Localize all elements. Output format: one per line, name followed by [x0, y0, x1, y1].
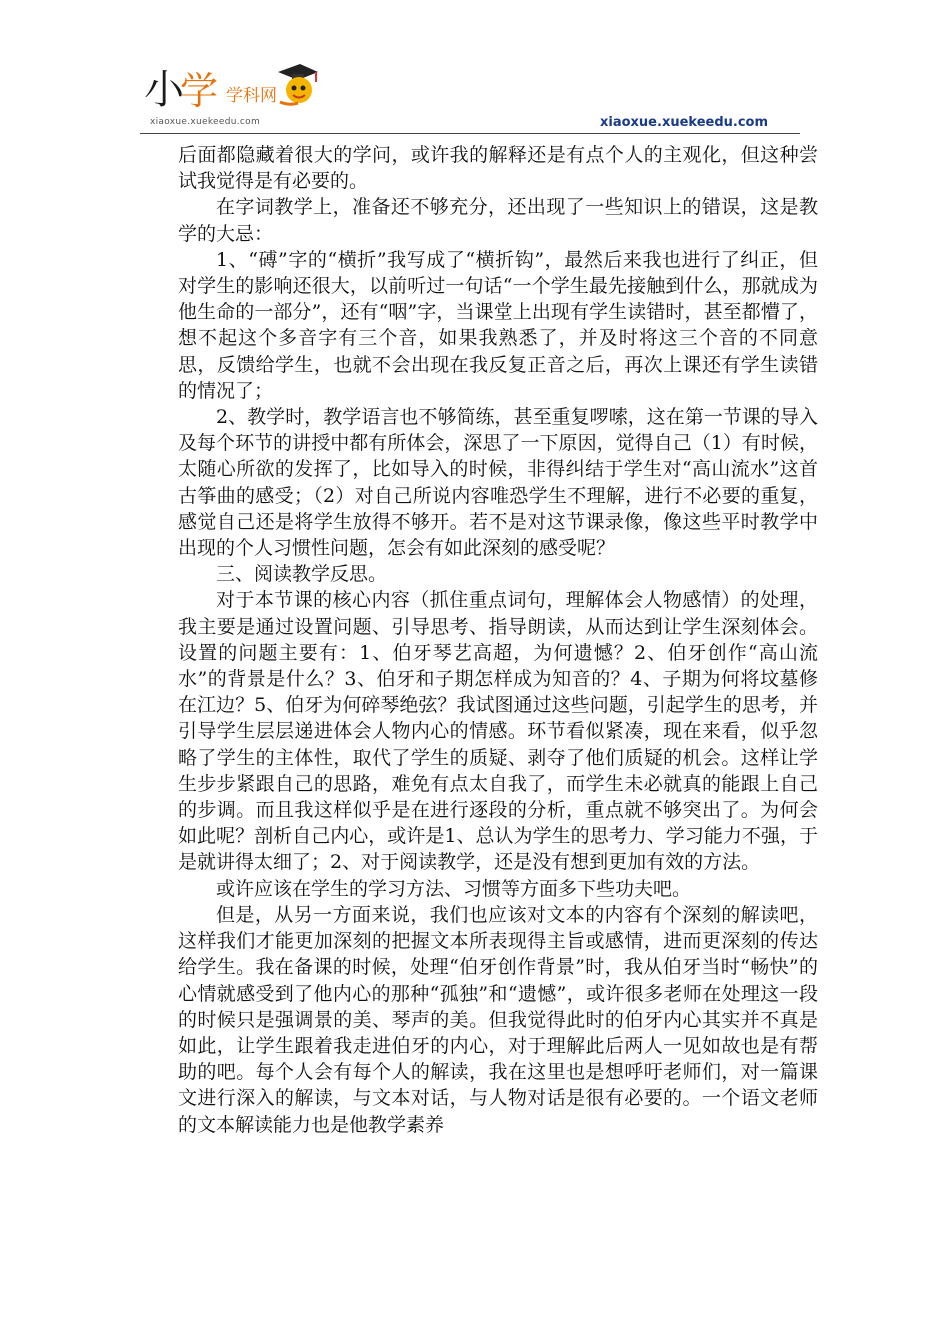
- logo-url: xiaoxue.xuekeedu.com: [150, 117, 261, 127]
- paragraph: 1、“磗”字的“横折”我写成了“横折钩”，最然后来我也进行了纠正，但对学生的影响还很大，以前听过一句话“一个学生最先接触到什么，那就成为他生命的一部分”，还有“咽”字，当课堂上出现有学生读错时，甚至都懵了，想不起这个多音字有三个音，如果我熟悉了，并及时将这三个音的不同意思，反馈给学生，也就不会出现在我反复正音之后，再次上课还有学生读错的情况了；: [178, 248, 818, 402]
- logo-char-2: 学: [180, 69, 219, 113]
- paragraph: 在字词教学上，准备还不够充分，还出现了一些知识上的错误，这是教学的大忌：: [178, 196, 818, 245]
- site-url-link[interactable]: xiaoxue.xuekeedu.com: [600, 115, 769, 130]
- paragraph: 对于本节课的核心内容（抓住重点词句，理解体会人物感情）的处理，我主要是通过设置问题、引导思考、指导朗读，从而达到让学生深刻体会。设置的问题主要有：1、伯牙琴艺高超，为何遗憾？2、伯牙创作“高山流水”的背景是什么？3、伯牙和子期怎样成为知音的？4、子期为何将坟墓修在江边？5、伯牙为何碎琴绝弦？我试图通过这些问题，引起学生的思考，并引导学生层层递进体会人物内心的情感。环节看似紧凑，现在来看，似乎忽略了学生的主体性，取代了学生的质疑、剥夺了他们质疑的机会。这样让学生步步紧跟自己的思路，难免有点太自我了，而学生未必就真的能跟上自己的步调。而且我这样似乎是在进行逐段的分析，重点就不够突出了。为何会如此呢？剖析自己内心，或许是1、总认为学生的思考力、学习能力不强，于是就讲得太细了；2、对于阅读教学，还是没有想到更加有效的方法。: [178, 589, 818, 874]
- header-divider: [140, 133, 800, 134]
- paragraph: 三、阅读教学反思。: [216, 563, 388, 586]
- paragraph: 后面都隐藏着很大的学问，或许我的解释还是有点个人的主观化，但这种尝试我觉得是有必要的。: [178, 144, 818, 193]
- paragraph: 2、教学时，教学语言也不够简练，甚至重复啰嗦，这在第一节课的导入及每个环节的讲授中都有所体会，深思了一下原因，觉得自己（1）有时候，太随心所欲的发挥了，比如导入的时候，非得纠结于学生对“高山流水”这首古筝曲的感受；（2）对自己所说内容唯恐学生不理解，进行不必要的重复，感觉自己还是将学生放得不够开。若不是对这节课录像，像这些平时教学中出现的个人习惯性问题，怎会有如此深刻的感受呢？: [178, 406, 818, 560]
- site-logo[interactable]: [140, 62, 320, 132]
- graduate-mascot-icon: [270, 62, 320, 110]
- logo-char-1: 小: [144, 67, 184, 113]
- logo-subtitle: 学科网: [226, 86, 277, 106]
- paragraph: 但是，从另一方面来说，我们也应该对文本的内容有个深刻的解读吧，这样我们才能更加深刻的把握文本所表现得主旨或感情，进而更深刻的传达给学生。我在备课的时候，处理“伯牙创作背景”时，我从伯牙当时“畅快”的心情就感受到了他内心的那种“孤独”和“遗憾”，或许很多老师在处理这一段的时候只是强调景的美、琴声的美。但我觉得此时的伯牙内心其实并不真是如此，让学生跟着我走进伯牙的内心，对于理解此后两人一见如故也是有帮助的吧。每个人会有每个人的解读，我在这里也是想呼吁老师们，对一篇课文进行深入的解读，与文本对话，与人物对话是很有必要的。一个语文老师的文本解读能力也是他教学素养: [178, 903, 818, 1136]
- paragraph: 或许应该在学生的学习方法、习惯等方面多下些功夫吧。: [216, 877, 692, 900]
- document-body: [178, 142, 818, 1138]
